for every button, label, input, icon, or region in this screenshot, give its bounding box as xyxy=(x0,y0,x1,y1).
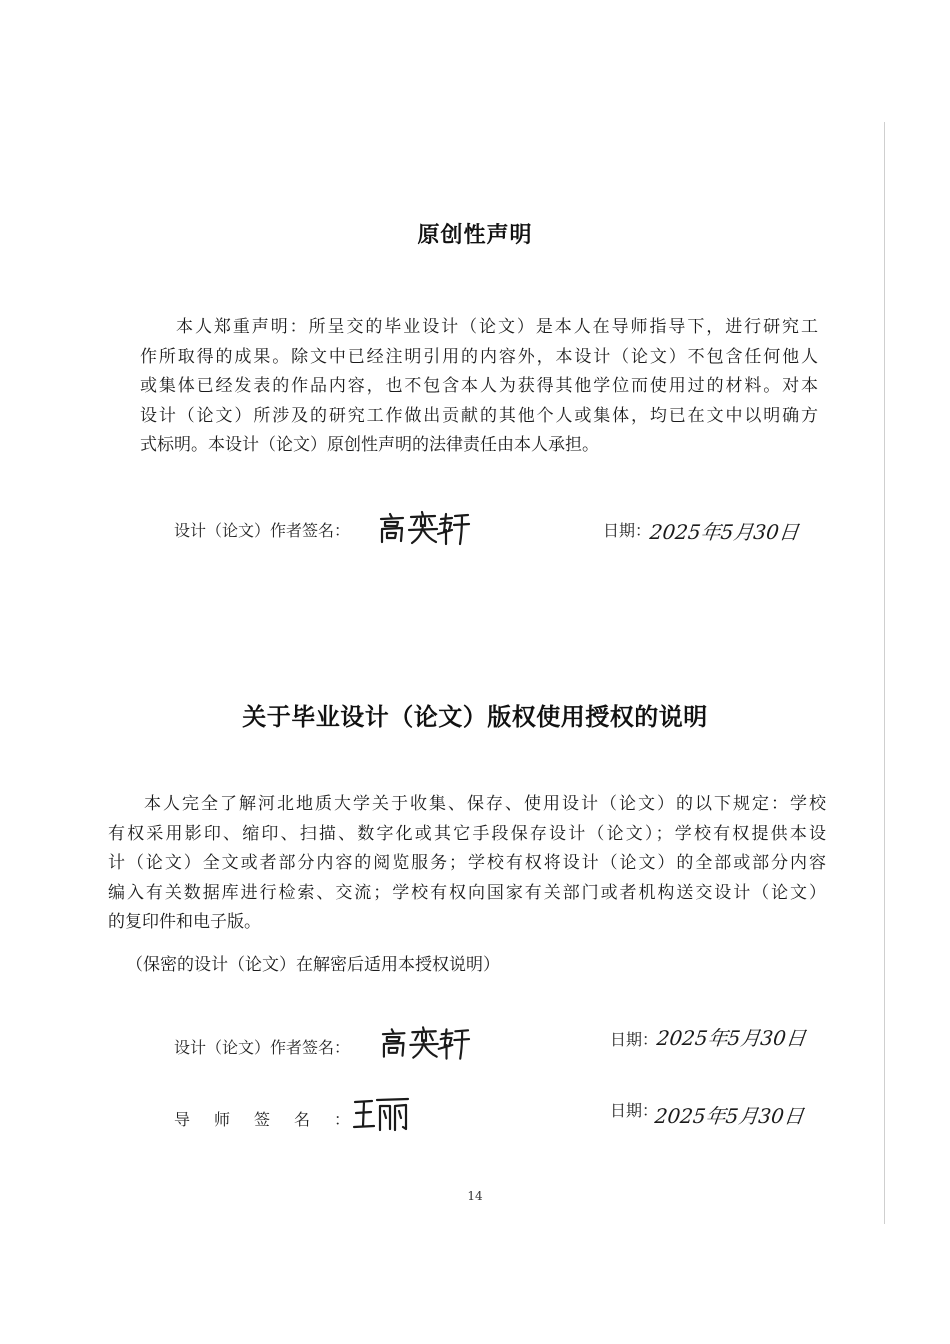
declaration-line: 设计（论文）所涉及的研究工作做出贡献的其他个人或集体，均已在文中以明确方 xyxy=(140,405,818,426)
authorization-line: 的复印件和电子版。 xyxy=(108,912,261,932)
authorization-author-signature xyxy=(380,1024,470,1066)
authorization-line: 有权采用影印、缩印、扫描、数字化或其它手段保存设计（论文）；学校有权提供本设 xyxy=(108,823,826,844)
supervisor-date-value: 2025年5月30日 xyxy=(653,1104,806,1128)
supervisor-date-label: 日期： xyxy=(610,1101,659,1120)
confidential-note: （保密的设计（论文）在解密后适用本授权说明） xyxy=(126,955,500,975)
declaration-date-value: 2025年5月30日 xyxy=(648,520,801,544)
authorization-author-date-label: 日期： xyxy=(610,1030,659,1049)
declaration-line: 或集体已经发表的作品内容，也不包含本人为获得其他学位而使用过的材料。对本 xyxy=(140,376,818,396)
declaration-author-signature xyxy=(378,510,470,550)
authorization-line: 本人完全了解河北地质大学关于收集、保存、使用设计（论文）的以下规定：学校 xyxy=(144,794,826,814)
page-edge-line xyxy=(884,122,885,1224)
declaration-date-label: 日期： xyxy=(603,521,652,540)
supervisor-label: 导师签名： xyxy=(174,1110,375,1129)
authorization-line: 编入有关数据库进行检索、交流；学校有权向国家有关部门或者机构送交设计（论文） xyxy=(108,882,826,903)
declaration-line: 作所取得的成果。除文中已经注明引用的内容外，本设计（论文）不包含任何他人 xyxy=(140,346,818,367)
authorization-author-date-value: 2025年5月30日 xyxy=(655,1026,808,1050)
authorization-title: 关于毕业设计（论文）版权使用授权的说明 xyxy=(242,703,708,731)
declaration-paragraph xyxy=(140,313,818,461)
page-number: 14 xyxy=(467,1189,483,1203)
supervisor-signature xyxy=(352,1096,412,1136)
declaration-line: 本人郑重声明：所呈交的毕业设计（论文）是本人在导师指导下，进行研究工 xyxy=(176,317,818,337)
declaration-title: 原创性声明 xyxy=(417,223,533,248)
declaration-line: 式标明。本设计（论文）原创性声明的法律责任由本人承担。 xyxy=(140,435,599,455)
declaration-author-label: 设计（论文）作者签名： xyxy=(174,521,351,540)
authorization-line: 计（论文）全文或者部分内容的阅览服务；学校有权将设计（论文）的全部或部分内容 xyxy=(108,853,826,873)
authorization-paragraph xyxy=(108,790,826,938)
authorization-author-label: 设计（论文）作者签名： xyxy=(174,1038,351,1057)
